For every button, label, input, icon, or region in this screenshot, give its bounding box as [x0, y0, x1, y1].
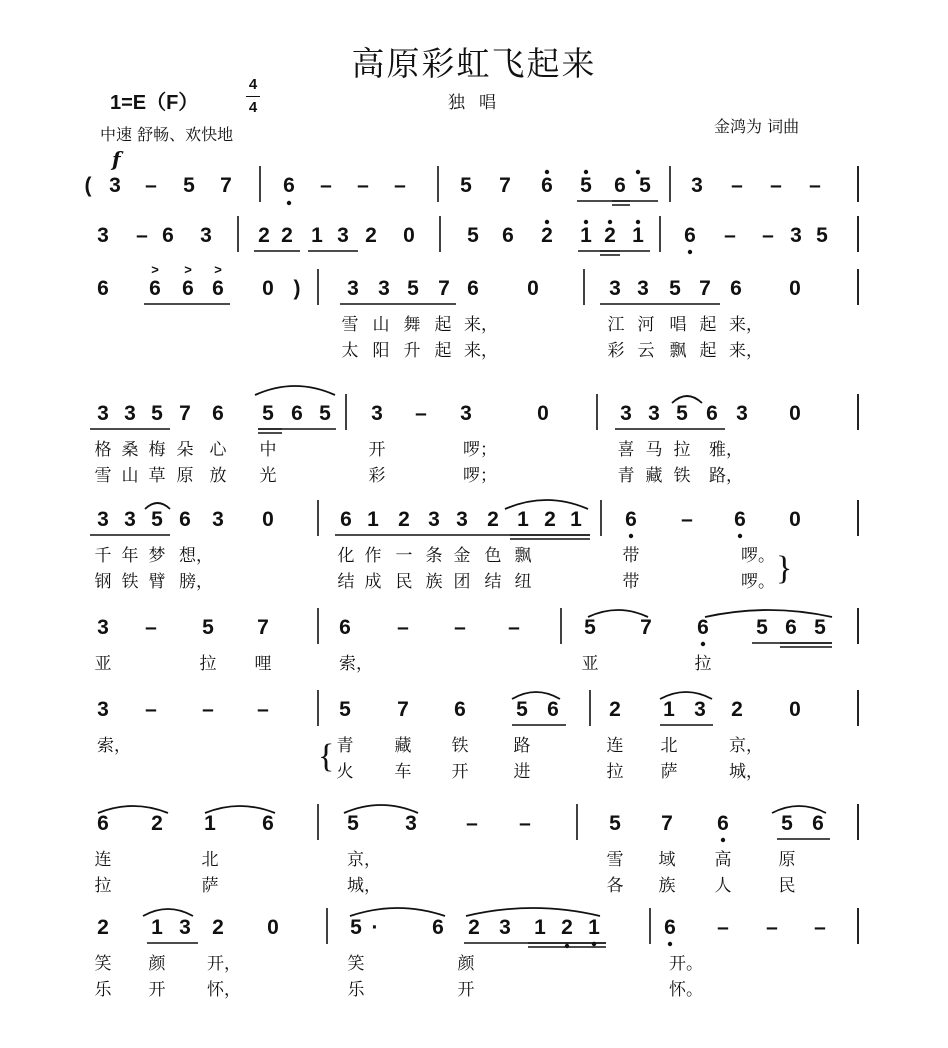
lyric-brace-right: } [776, 550, 793, 587]
note: 3 [97, 698, 109, 721]
note: · [371, 916, 379, 939]
note: 6 [614, 174, 626, 197]
note: 3 [97, 616, 109, 639]
lyric-syllable: 起 [699, 341, 717, 361]
note: 2 [97, 916, 109, 939]
octave-dot [565, 944, 569, 948]
note: 3 [97, 508, 109, 531]
lyric-syllable: 带 [622, 546, 640, 566]
note: 6 [664, 916, 676, 939]
note: 2 [468, 916, 480, 939]
note: – [766, 916, 778, 939]
lyric-syllable: 梦 [148, 546, 166, 566]
note: 3 [609, 277, 621, 300]
note: 1 [517, 508, 529, 531]
lyric-syllable: 开， [207, 954, 241, 974]
lyric-syllable: 光 [259, 466, 277, 486]
slur [255, 386, 335, 395]
key-signature: 1=E（F） [110, 92, 199, 114]
note: 7 [220, 174, 232, 197]
note: – [357, 174, 369, 197]
lyric-syllable: 族 [658, 876, 676, 896]
note: 1 [580, 224, 592, 247]
lyric-syllable: 藏 [645, 466, 663, 486]
note: 3 [428, 508, 440, 531]
note: 5 [467, 224, 479, 247]
lyric-syllable: 来， [464, 341, 498, 361]
note: 6 [730, 277, 742, 300]
note: 7 [397, 698, 409, 721]
note: 5 [183, 174, 195, 197]
lyric-syllable: 雪 [94, 466, 112, 486]
note: 3 [337, 224, 349, 247]
lyric-syllable: 河 [637, 315, 655, 335]
lyric-syllable: 乐 [94, 980, 112, 1000]
note: 3 [212, 508, 224, 531]
note: 1 [204, 812, 216, 835]
note: 5 [202, 616, 214, 639]
lyric-syllable: 亚 [94, 654, 112, 674]
note: 0 [267, 916, 279, 939]
note: 5 [580, 174, 592, 197]
lyric-syllable: 萨 [660, 762, 678, 782]
note: – [397, 616, 409, 639]
composer-credit: 金鸿为 词曲 [714, 117, 800, 136]
lyric-syllable: 格 [94, 440, 112, 460]
note: 5 [676, 402, 688, 425]
note: – [770, 174, 782, 197]
note: – [508, 616, 520, 639]
octave-dot [738, 534, 742, 538]
lyric-syllable: 民 [395, 572, 413, 592]
note: 3 [499, 916, 511, 939]
note: 3 [200, 224, 212, 247]
lyric-syllable: 钢 [94, 572, 112, 592]
lyric-syllable: 成 [364, 572, 382, 592]
time-signature-bottom: 4 [248, 99, 258, 116]
note: – [454, 616, 466, 639]
lyric-syllable: 结 [337, 572, 355, 592]
lyric-syllable: 喜 [617, 440, 635, 460]
note: – [717, 916, 729, 939]
note: – [466, 812, 478, 835]
lyric-syllable: 山 [372, 315, 390, 335]
note: 6 [697, 616, 709, 639]
note: 6 [502, 224, 514, 247]
lyric-syllable: 膀， [179, 572, 213, 592]
note: 3 [97, 224, 109, 247]
octave-dot [668, 942, 672, 946]
lyric-syllable: 铁 [673, 466, 691, 486]
lyric-syllable: 来， [729, 341, 763, 361]
note: 2 [487, 508, 499, 531]
note: 7 [438, 277, 450, 300]
lyric-syllable: 颜 [457, 954, 475, 974]
note: 5 [516, 698, 528, 721]
note: ( [84, 174, 92, 197]
octave-dot [688, 250, 692, 254]
lyric-syllable: 拉 [606, 762, 624, 782]
note: – [681, 508, 693, 531]
note: 3 [124, 402, 136, 425]
note: 6 [340, 508, 352, 531]
lyric-syllable: 路 [513, 736, 531, 756]
lyric-syllable: 化 [337, 546, 355, 566]
lyric-brace-left: { [318, 738, 335, 775]
note: 5 [407, 277, 419, 300]
note: 2 [609, 698, 621, 721]
note: 6 [812, 812, 824, 835]
note: 6 [785, 616, 797, 639]
note: 2 [544, 508, 556, 531]
note: – [257, 698, 269, 721]
lyric-syllable: 团 [453, 572, 471, 592]
note: 1 [534, 916, 546, 939]
note: 0 [789, 277, 801, 300]
note: 6 [291, 402, 303, 425]
note: 2 [604, 224, 616, 247]
note: 5 [460, 174, 472, 197]
note: 6 [547, 698, 559, 721]
note: 6 [706, 402, 718, 425]
note: 6 [212, 402, 224, 425]
lyric-syllable: 色 [484, 546, 502, 566]
note: 5 [816, 224, 828, 247]
note: 1 [663, 698, 675, 721]
note: – [202, 698, 214, 721]
lyric-syllable: 北 [201, 850, 219, 870]
lyric-syllable: 青 [336, 736, 354, 756]
octave-dot [287, 201, 291, 205]
lyric-syllable: 想， [179, 546, 213, 566]
lyric-syllable: 升 [403, 341, 421, 361]
note: 5 [814, 616, 826, 639]
lyric-syllable: 臂 [148, 572, 166, 592]
lyric-syllable: 藏 [394, 736, 412, 756]
note: 1 [151, 916, 163, 939]
lyric-syllable: 路， [709, 466, 743, 486]
note: 5 [262, 402, 274, 425]
note: 2 [258, 224, 270, 247]
note: 6 [734, 508, 746, 531]
note: 2 [731, 698, 743, 721]
lyric-syllable: 山 [121, 466, 139, 486]
note: 5 [151, 402, 163, 425]
note: – [320, 174, 332, 197]
note: – [394, 174, 406, 197]
lyric-syllable: 各 [606, 876, 624, 896]
lyric-syllable: 起 [434, 341, 452, 361]
lyric-syllable: 连 [94, 850, 112, 870]
note: 3 [736, 402, 748, 425]
note: 6 [283, 174, 295, 197]
lyric-syllable: 阳 [372, 341, 390, 361]
note: 2 [541, 224, 553, 247]
lyric-syllable: 来， [464, 315, 498, 335]
note: 3 [637, 277, 649, 300]
accent-mark: > [214, 262, 222, 277]
lyric-syllable: 舞 [403, 315, 421, 335]
note: 2 [212, 916, 224, 939]
note: 1 [311, 224, 323, 247]
octave-dot [701, 642, 705, 646]
lyric-syllable: 连 [606, 736, 624, 756]
note: – [519, 812, 531, 835]
note: 0 [789, 508, 801, 531]
note: 2 [281, 224, 293, 247]
lyric-syllable: 啰。 [741, 572, 775, 592]
note: 6 [684, 224, 696, 247]
note: 5 [151, 508, 163, 531]
lyric-syllable: 原 [176, 466, 194, 486]
lyric-syllable: 千 [94, 546, 112, 566]
note: 5 [609, 812, 621, 835]
note: 0 [403, 224, 415, 247]
note: 3 [371, 402, 383, 425]
note: 7 [661, 812, 673, 835]
note: – [415, 402, 427, 425]
lyric-syllable: 铁 [451, 736, 469, 756]
note: 3 [347, 277, 359, 300]
lyric-syllable: 颜 [148, 954, 166, 974]
note: 7 [640, 616, 652, 639]
lyric-syllable: 族 [425, 572, 443, 592]
note: 5 [781, 812, 793, 835]
note: ) [293, 277, 301, 300]
lyric-syllable: 开。 [669, 954, 703, 974]
lyric-syllable: 拉 [94, 876, 112, 896]
lyric-syllable: 高 [714, 850, 732, 870]
lyric-syllable: 京， [347, 850, 381, 870]
note: 6 [454, 698, 466, 721]
note: 6 [625, 508, 637, 531]
lyric-syllable: 条 [425, 546, 443, 566]
lyric-syllable: 哩 [254, 654, 272, 674]
note: 1 [570, 508, 582, 531]
accent-mark: > [151, 262, 159, 277]
lyric-syllable: 开 [451, 762, 469, 782]
song-title: 高原彩虹飞起来 [351, 44, 597, 83]
lyric-syllable: 车 [394, 762, 412, 782]
note: 3 [691, 174, 703, 197]
note: 7 [179, 402, 191, 425]
lyric-syllable: 起 [699, 315, 717, 335]
tempo-marking: 中速 舒畅、欢快地 [100, 125, 234, 144]
note: 6 [179, 508, 191, 531]
lyric-syllable: 雪 [341, 315, 359, 335]
note: – [731, 174, 743, 197]
note: 1 [367, 508, 379, 531]
note: – [136, 224, 148, 247]
lyric-syllable: 拉 [199, 654, 217, 674]
note: 3 [179, 916, 191, 939]
lyric-syllable: 索， [97, 736, 131, 756]
note: 6 [339, 616, 351, 639]
lyric-syllable: 飘 [669, 341, 687, 361]
dynamic-forte: f [112, 147, 121, 171]
note: 2 [561, 916, 573, 939]
lyric-syllable: 唱 [669, 315, 687, 335]
note: 6 [149, 277, 161, 300]
note: – [762, 224, 774, 247]
note: – [145, 698, 157, 721]
lyric-syllable: 民 [778, 876, 796, 896]
note: 6 [717, 812, 729, 835]
lyric-syllable: 北 [660, 736, 678, 756]
note: 6 [541, 174, 553, 197]
note: 5 [347, 812, 359, 835]
lyric-syllable: 怀， [207, 980, 241, 1000]
note: 3 [694, 698, 706, 721]
note: 3 [460, 402, 472, 425]
lyric-syllable: 拉 [694, 654, 712, 674]
note: 5 [669, 277, 681, 300]
lyric-syllable: 啰； [463, 466, 497, 486]
lyric-syllable: 太 [341, 341, 359, 361]
lyric-syllable: 铁 [121, 572, 139, 592]
slur [350, 908, 445, 916]
note: 1 [588, 916, 600, 939]
note: 6 [97, 812, 109, 835]
lyric-syllable: 朵 [176, 440, 194, 460]
lyric-syllable: 飘 [514, 546, 532, 566]
lyric-syllable: 梅 [148, 440, 166, 460]
note: 6 [467, 277, 479, 300]
lyric-syllable: 开 [457, 980, 475, 1000]
time-signature-top: 4 [248, 76, 258, 93]
note: 3 [620, 402, 632, 425]
lyric-syllable: 纽 [514, 572, 532, 592]
note: 3 [790, 224, 802, 247]
note: 7 [257, 616, 269, 639]
lyric-syllable: 火 [336, 762, 354, 782]
note: 6 [97, 277, 109, 300]
lyric-syllable: 中 [259, 440, 277, 460]
lyric-syllable: 拉 [673, 440, 691, 460]
note: 5 [339, 698, 351, 721]
lyric-syllable: 结 [484, 572, 502, 592]
note: 6 [432, 916, 444, 939]
octave-dot [721, 838, 725, 842]
octave-dot [592, 942, 596, 946]
note: 5 [584, 616, 596, 639]
lyric-syllable: 进 [513, 762, 531, 782]
lyric-syllable: 人 [714, 876, 732, 896]
note: 3 [456, 508, 468, 531]
note: 1 [632, 224, 644, 247]
lyric-syllable: 笑 [347, 954, 365, 974]
note: 0 [262, 277, 274, 300]
lyric-syllable: 原 [778, 850, 796, 870]
lyric-syllable: 乐 [347, 980, 365, 1000]
lyric-syllable: 雪 [606, 850, 624, 870]
note: 3 [97, 402, 109, 425]
note: 5 [639, 174, 651, 197]
note: 3 [378, 277, 390, 300]
note: – [145, 616, 157, 639]
octave-dot [629, 534, 633, 538]
lyric-syllable: 心 [209, 440, 227, 460]
lyric-syllable: 京， [729, 736, 763, 756]
note: 5 [350, 916, 362, 939]
note: 6 [212, 277, 224, 300]
lyric-syllable: 彩 [368, 466, 386, 486]
lyric-syllable: 起 [434, 315, 452, 335]
lyric-syllable: 桑 [121, 440, 139, 460]
note: 6 [182, 277, 194, 300]
lyric-syllable: 彩 [607, 341, 625, 361]
note: 6 [162, 224, 174, 247]
lyric-syllable: 啰。 [741, 546, 775, 566]
note: 0 [789, 698, 801, 721]
note: 0 [789, 402, 801, 425]
lyric-syllable: 啰； [463, 440, 497, 460]
note: 3 [109, 174, 121, 197]
lyric-syllable: 开 [148, 980, 166, 1000]
lyric-syllable: 城， [729, 762, 763, 782]
note: 6 [262, 812, 274, 835]
lyric-syllable: 城， [347, 876, 381, 896]
note: – [809, 174, 821, 197]
lyric-syllable: 怀。 [669, 980, 703, 1000]
note: – [814, 916, 826, 939]
lyric-syllable: 一 [395, 546, 413, 566]
note: – [724, 224, 736, 247]
performance-style: 独唱 [448, 93, 510, 113]
note: 0 [527, 277, 539, 300]
note: 2 [151, 812, 163, 835]
lyric-syllable: 开 [368, 440, 386, 460]
lyric-syllable: 笑 [94, 954, 112, 974]
lyric-syllable: 江 [607, 315, 625, 335]
lyric-syllable: 域 [658, 850, 676, 870]
lyric-syllable: 萨 [201, 876, 219, 896]
lyric-syllable: 放 [209, 466, 227, 486]
lyric-syllable: 带 [622, 572, 640, 592]
lyric-syllable: 马 [645, 440, 663, 460]
note: 5 [319, 402, 331, 425]
note: 0 [537, 402, 549, 425]
note: 3 [648, 402, 660, 425]
lyric-syllable: 亚 [581, 654, 599, 674]
lyric-syllable: 草 [148, 466, 166, 486]
lyric-syllable: 云 [637, 341, 655, 361]
lyric-syllable: 索， [339, 654, 373, 674]
note: 3 [124, 508, 136, 531]
slur [466, 908, 600, 916]
lyric-syllable: 作 [364, 546, 382, 566]
note: 0 [262, 508, 274, 531]
note: 7 [699, 277, 711, 300]
note: 3 [405, 812, 417, 835]
lyric-syllable: 来， [729, 315, 763, 335]
lyric-syllable: 年 [121, 546, 139, 566]
slur [143, 909, 193, 916]
note: 5 [756, 616, 768, 639]
note: 7 [499, 174, 511, 197]
note: 2 [398, 508, 410, 531]
lyric-syllable: 青 [617, 466, 635, 486]
lyric-syllable: 雅， [709, 440, 743, 460]
note: 2 [365, 224, 377, 247]
lyric-syllable: 金 [453, 546, 471, 566]
accent-mark: > [184, 262, 192, 277]
note: – [145, 174, 157, 197]
